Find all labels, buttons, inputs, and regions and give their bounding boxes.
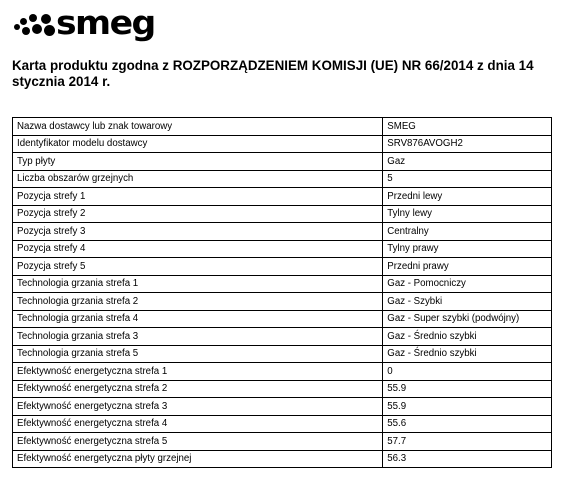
row-label: Efektywność energetyczna strefa 1 [13, 363, 383, 381]
table-row [13, 433, 552, 451]
row-value: SMEG [383, 118, 552, 136]
table-row [13, 415, 552, 433]
row-label: Efektywność energetyczna strefa 3 [13, 398, 383, 416]
row-label: Technologia grzania strefa 5 [13, 345, 383, 363]
product-spec-table [12, 117, 552, 468]
row-label: Pozycja strefy 4 [13, 240, 383, 258]
row-value: 55.9 [383, 398, 552, 416]
table-row [13, 380, 552, 398]
table-row [13, 170, 552, 188]
table-row [13, 328, 552, 346]
table-row [13, 345, 552, 363]
row-value: 5 [383, 170, 552, 188]
document-title: Karta produktu zgodna z ROZPORZĄDZENIEM KOMISJI (UE) NR 66/2014 z dnia 14 stycznia 2014 r. [12, 58, 534, 89]
table-row [13, 135, 552, 153]
row-label: Pozycja strefy 3 [13, 223, 383, 241]
row-value: Przedni prawy [383, 258, 552, 276]
brand-logo [14, 3, 155, 42]
row-label: Identyfikator modelu dostawcy [13, 135, 383, 153]
row-label: Pozycja strefy 1 [13, 188, 383, 206]
row-label: Pozycja strefy 2 [13, 205, 383, 223]
table-row [13, 450, 552, 468]
row-value: Gaz - Super szybki (podwójny) [383, 310, 552, 328]
row-label: Efektywność energetyczna strefa 2 [13, 380, 383, 398]
table-row [13, 153, 552, 171]
logo-dots-icon [14, 10, 54, 36]
row-label: Technologia grzania strefa 4 [13, 310, 383, 328]
row-value: Centralny [383, 223, 552, 241]
row-value: Gaz - Średnio szybki [383, 328, 552, 346]
row-label: Typ płyty [13, 153, 383, 171]
row-value: Tylny lewy [383, 205, 552, 223]
row-label: Efektywność energetyczna płyty grzejnej [13, 450, 383, 468]
row-value: Tylny prawy [383, 240, 552, 258]
row-value: Przedni lewy [383, 188, 552, 206]
row-value: Gaz - Średnio szybki [383, 345, 552, 363]
table-row [13, 223, 552, 241]
row-value: 57.7 [383, 433, 552, 451]
table-row [13, 363, 552, 381]
table-row [13, 398, 552, 416]
table-row [13, 258, 552, 276]
row-value: 56.3 [383, 450, 552, 468]
row-label: Liczba obszarów grzejnych [13, 170, 383, 188]
row-label: Pozycja strefy 5 [13, 258, 383, 276]
row-value: SRV876AVOGH2 [383, 135, 552, 153]
row-value: 55.6 [383, 415, 552, 433]
table-row [13, 205, 552, 223]
logo-text: smeg [56, 3, 155, 42]
row-label: Technologia grzania strefa 2 [13, 293, 383, 311]
row-value: Gaz - Pomocniczy [383, 275, 552, 293]
row-value: 0 [383, 363, 552, 381]
row-value: Gaz [383, 153, 552, 171]
row-label: Technologia grzania strefa 3 [13, 328, 383, 346]
table-row [13, 310, 552, 328]
table-row [13, 275, 552, 293]
table-row [13, 118, 552, 136]
table-row [13, 188, 552, 206]
row-label: Efektywność energetyczna strefa 4 [13, 415, 383, 433]
table-row [13, 240, 552, 258]
row-label: Nazwa dostawcy lub znak towarowy [13, 118, 383, 136]
row-label: Efektywność energetyczna strefa 5 [13, 433, 383, 451]
row-value: 55.9 [383, 380, 552, 398]
row-label: Technologia grzania strefa 1 [13, 275, 383, 293]
table-row [13, 293, 552, 311]
row-value: Gaz - Szybki [383, 293, 552, 311]
